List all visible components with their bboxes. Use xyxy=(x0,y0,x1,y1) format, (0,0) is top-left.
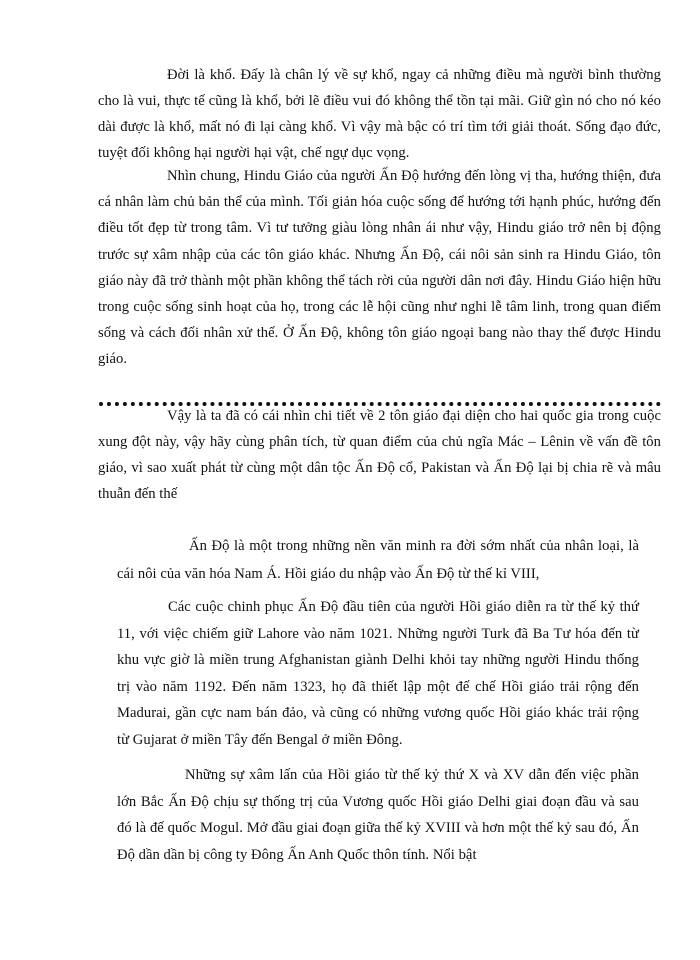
paragraph-analysis-intro: Vậy là ta đã có cái nhìn chi tiết về 2 tôn giáo đại diện cho hai quốc gia trong cuộc xung đột này, vậy hãy cùng phân tích, từ quan điểm của chủ ngĩa Mác – Lênin về vấn đề tôn giáo, vì sao xuất phát từ cùng một dân tộc Ấn Độ cổ, Pakistan và Ấn Độ lại bị chia rẽ và mâu thuẫn đến thế xyxy=(98,408,661,502)
paragraph-invasions-mogul: Những sự xâm lấn của Hồi giáo từ thế kỷ thứ X và XV dẫn đến việc phần lớn Bắc Ấn Độ chịu sự thống trị của Vương quốc Hồi giáo Delhi giai đoạn đầu và sau đó là đế quốc Mogul. Mở đầu giai đoạn giữa thế kỷ XVIII và hơn một thế kỷ sau đó, Ấn Độ dần dần bị công ty Đông Ấn Anh Quốc thôn tính. Nổi bật xyxy=(117,767,639,863)
paragraph-suffering: Đời là khổ. Đấy là chân lý về sự khổ, ngay cả những điều mà người bình thường cho là vui, thực tế cũng là khổ, bởi lẽ điều vui đó không thể tồn tại mãi. Giữ gìn nó cho nó kéo dài được là khổ, mất nó đi lại càng khổ. Vì vậy mà bậc có trí tìm tới giải thoát. Sống đạo đức, tuyệt đối không hại người hại vật, chế ngự dục vọng. xyxy=(98,67,661,161)
paragraph-muslim-conquests: Các cuộc chinh phục Ấn Độ đầu tiên của người Hồi giáo diễn ra từ thế kỷ thứ 11, với việc chiếm giữ Lahore vào năm 1021. Những người Turk đã Ba Tư hóa đến từ khu vực giờ là miền trung Afghanistan giành Delhi khỏi tay những người Hindu thống trị vào năm 1192. Đến năm 1323, họ đã thiết lập một đế chế Hồi giáo trải rộng đến Madurai, gần cực nam bán đảo, và cũng có những vương quốc Hồi giáo khác trải rộng từ Gujarat ở miền Tây đến Bengal ở miền Đông. xyxy=(117,599,639,748)
paragraph-hinduism-summary: Nhìn chung, Hindu Giáo của người Ấn Độ hướng đến lòng vị tha, hướng thiện, đưa cá nhân làm chủ bản thể của mình. Tối giản hóa cuộc sống để hướng tới hạnh phúc, hướng đến điều tốt đẹp từ trong tâm. Vì tư tưởng giàu lòng nhân ái như vậy, Hindu giáo trở nên bị động trước sự xâm nhập của các tôn giáo khác. Nhưng Ấn Độ, cái nôi sản sinh ra Hindu Giáo, tôn giáo này đã trở thành một phần không thể tách rời của người dân nơi đây. Hindu Giáo hiện hữu trong cuộc sống sinh hoạt của họ, trong các lễ hội cũng như nghi lễ tâm linh, trong quan điểm sống và cách đối nhân xử thế. Ở Ấn Độ, không tôn giáo ngoại bang nào thay thế được Hindu giáo. xyxy=(98,168,661,368)
paragraph-india-civilization: Ấn Độ là một trong những nền văn minh ra đời sớm nhất của nhân loại, là cái nôi của văn hóa Nam Á. Hồi giáo du nhập vào Ấn Độ từ thế kỉ VIII, xyxy=(117,538,639,582)
